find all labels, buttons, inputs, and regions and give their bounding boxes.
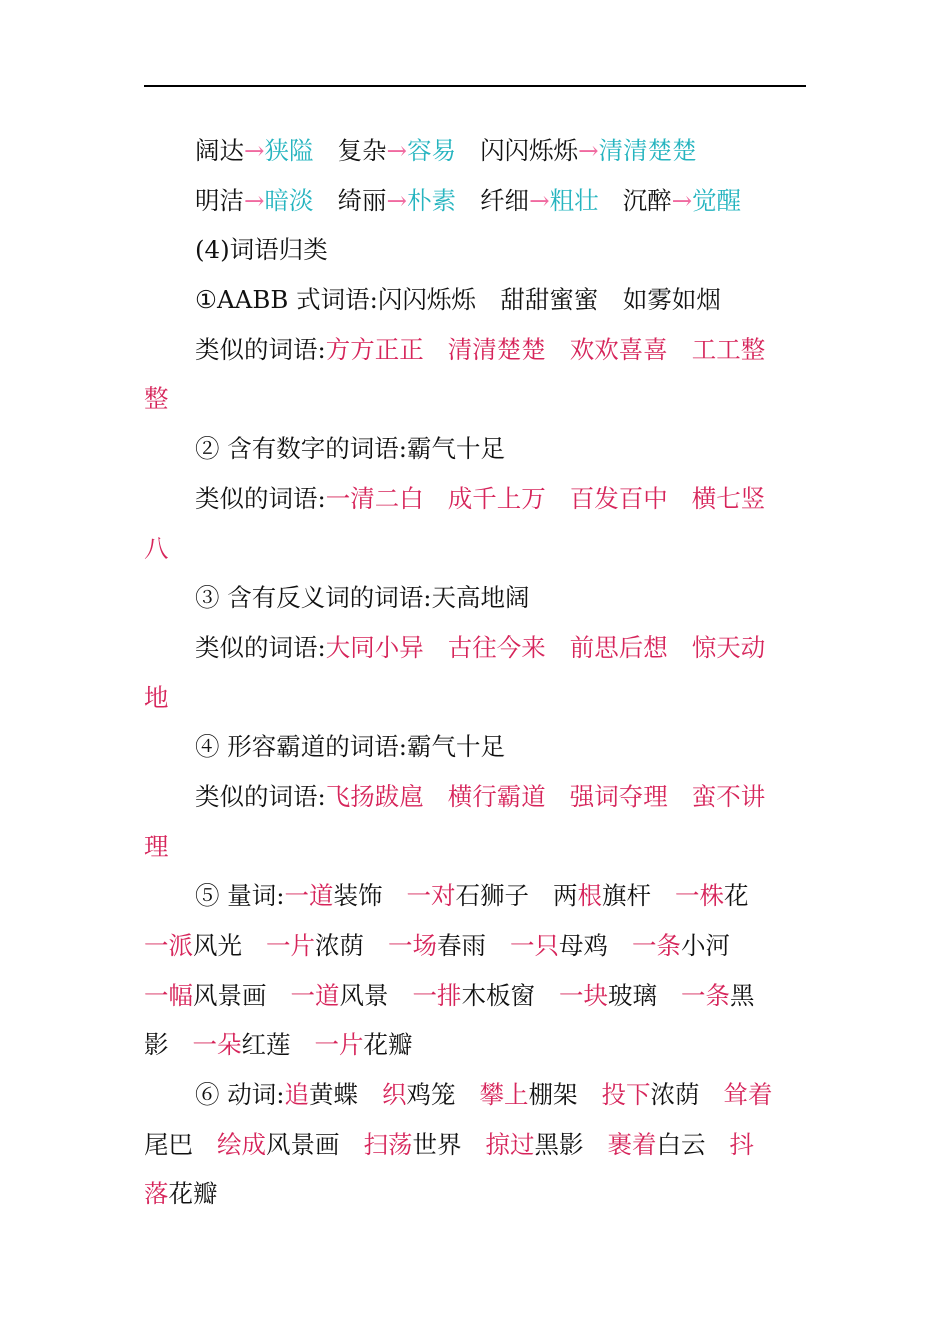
- word: 复杂: [337, 136, 387, 165]
- numeral: 一: [681, 980, 706, 1010]
- object: 世界: [412, 1129, 462, 1159]
- header-rule: [144, 85, 806, 87]
- numeral: 一: [266, 931, 291, 960]
- example-word: 成千上万: [447, 483, 546, 513]
- numeral: 一: [406, 881, 432, 911]
- object: 白云: [656, 1129, 706, 1159]
- example-word-continued: 地: [144, 682, 169, 712]
- measure-word: 条: [705, 980, 730, 1010]
- word: 绮丽: [337, 185, 387, 215]
- numeral: 一: [192, 1030, 217, 1060]
- numeral: 两: [553, 881, 578, 911]
- numeral: 一: [510, 931, 535, 960]
- example-word: 飞扬跋扈: [325, 781, 424, 811]
- measure-words-line-3: [144, 971, 806, 1021]
- verb: 裹着: [607, 1129, 657, 1159]
- example-word: 方方正正: [325, 334, 424, 364]
- section-heading: (4)词语归类: [195, 235, 328, 265]
- section-1-examples: [144, 325, 806, 375]
- measure-word: 幅: [168, 980, 193, 1010]
- example-word: 横行霸道: [447, 781, 546, 811]
- noun: 花: [724, 881, 749, 911]
- verbs-line-2: [144, 1120, 806, 1170]
- object: 花瓣: [168, 1179, 218, 1209]
- word: 阔达: [195, 136, 244, 165]
- arrow-icon: →: [671, 185, 693, 215]
- verb: 掠过: [485, 1129, 535, 1159]
- measure-words-line-4: [144, 1020, 806, 1070]
- verbs-line-3: [144, 1169, 806, 1219]
- verb: 织: [382, 1080, 407, 1110]
- section-2-examples: [144, 474, 806, 524]
- example-word: 前思后想: [569, 632, 668, 662]
- example-word: 古往今来: [447, 632, 546, 662]
- arrow-icon: →: [386, 185, 408, 215]
- section-2-title: ② 含有数字的词语:霸气十足: [195, 434, 506, 464]
- example-word: 强词夺理: [569, 781, 668, 811]
- document-body: [144, 126, 806, 1219]
- numeral: 一: [144, 980, 169, 1010]
- measure-word: 块: [583, 980, 608, 1010]
- measure-word: 道: [315, 980, 340, 1010]
- measure-words-line-1: [144, 871, 806, 921]
- object: 棚架: [528, 1080, 578, 1110]
- example-word: 清清楚楚: [447, 334, 546, 364]
- example-word: 欢欢喜喜: [569, 334, 668, 364]
- verb: 投下: [601, 1080, 651, 1110]
- object: 鸡笼: [406, 1080, 456, 1110]
- noun: 影: [144, 1030, 169, 1060]
- examples-label: 类似的词语:: [195, 781, 326, 811]
- antonym-word: 清清楚楚: [598, 136, 697, 165]
- noun: 黑: [730, 980, 755, 1010]
- examples-label: 类似的词语:: [195, 483, 326, 513]
- arrow-icon: →: [244, 185, 265, 215]
- measure-word: 朵: [217, 1030, 242, 1060]
- example-word: 横七竖: [691, 483, 766, 513]
- numeral: 一: [412, 980, 437, 1010]
- noun: 浓荫: [315, 931, 364, 960]
- object: 风景画: [266, 1129, 340, 1159]
- verb: 追: [284, 1080, 310, 1110]
- example-word: 一清二白: [325, 483, 424, 513]
- numeral: 一: [559, 980, 584, 1010]
- verb: 耸着: [723, 1080, 773, 1110]
- antonym-word: 暗淡: [264, 185, 314, 215]
- numeral: 一: [144, 931, 169, 960]
- numeral: 一: [314, 1030, 339, 1060]
- antonym-word: 粗壮: [549, 185, 599, 215]
- numeral: 一: [675, 881, 700, 911]
- measure-word: 片: [339, 1030, 364, 1060]
- measure-word: 派: [168, 931, 193, 960]
- example-word: 蛮不讲: [691, 781, 766, 811]
- arrow-icon: →: [578, 136, 599, 165]
- section-4-wrap: [144, 822, 806, 872]
- noun: 红莲: [241, 1030, 291, 1060]
- numeral: 一: [290, 980, 315, 1010]
- object: 黄蝶: [309, 1080, 359, 1110]
- verb: 落: [144, 1179, 169, 1209]
- word: 明洁: [195, 185, 244, 215]
- section-3-title: ③ 含有反义词的词语:天高地阔: [195, 583, 530, 613]
- example-word-continued: 整: [144, 384, 169, 414]
- antonym-word: 狭隘: [264, 136, 314, 165]
- examples-label: 类似的词语:: [195, 334, 326, 364]
- word: 闪闪烁烁: [480, 136, 579, 165]
- section-1-title: ①AABB 式词语:闪闪烁烁 甜甜蜜蜜 如雾如烟: [195, 285, 721, 315]
- object: 浓荫: [650, 1080, 700, 1110]
- noun: 小河: [681, 931, 730, 960]
- measure-words-line-2: [144, 921, 806, 971]
- example-word: 惊天动: [691, 632, 766, 662]
- arrow-icon: →: [244, 136, 265, 165]
- word: 沉醉: [622, 185, 672, 215]
- noun: 旗杆: [602, 881, 652, 911]
- section-3-wrap: [144, 673, 806, 723]
- noun: 风景画: [193, 980, 267, 1010]
- arrow-icon: →: [529, 185, 550, 215]
- example-word: 百发百中: [569, 483, 668, 513]
- example-word: 大同小异: [325, 632, 424, 662]
- verbs-label: ⑥ 动词:: [195, 1080, 285, 1110]
- verb: 扫荡: [363, 1129, 413, 1159]
- measure-word: 条: [656, 931, 681, 960]
- antonym-line-2: [144, 176, 806, 226]
- noun: 风景: [339, 980, 389, 1010]
- measure-word: 道: [309, 881, 334, 911]
- noun: 春雨: [437, 931, 486, 960]
- example-word: 工工整: [691, 334, 766, 364]
- measure-word: 排: [437, 980, 462, 1010]
- noun: 石狮子: [455, 881, 530, 911]
- section-3-examples: [144, 623, 806, 673]
- antonym-word: 朴素: [407, 185, 457, 215]
- measure-word: 只: [534, 931, 559, 960]
- measure-words-label: ⑤ 量词:: [195, 881, 285, 911]
- section-4-title: ④ 形容霸道的词语:霸气十足: [195, 732, 506, 762]
- verb: 绘成: [217, 1129, 266, 1159]
- measure-word: 对: [431, 881, 456, 911]
- numeral: 一: [284, 881, 310, 911]
- example-word-continued: 理: [144, 831, 169, 861]
- numeral: 一: [632, 931, 657, 960]
- antonym-line-1: [144, 126, 806, 176]
- measure-word: 根: [577, 881, 603, 911]
- noun: 玻璃: [608, 980, 657, 1010]
- noun: 风光: [193, 931, 242, 960]
- verbs-line-1: [144, 1070, 806, 1120]
- antonym-word: 容易: [407, 136, 457, 165]
- antonym-word: 觉醒: [692, 185, 742, 215]
- examples-label: 类似的词语:: [195, 632, 326, 662]
- arrow-icon: →: [386, 136, 408, 165]
- example-word-continued: 八: [144, 533, 169, 563]
- verb: 攀上: [479, 1080, 529, 1110]
- noun: 花瓣: [363, 1030, 413, 1060]
- noun: 装饰: [333, 881, 383, 911]
- measure-word: 场: [412, 931, 437, 960]
- noun: 母鸡: [559, 931, 608, 960]
- measure-word: 株: [699, 881, 725, 911]
- section-1-wrap: [144, 374, 806, 424]
- section-2-wrap: [144, 524, 806, 574]
- section-4-examples: [144, 772, 806, 822]
- noun: 木板窗: [461, 980, 535, 1010]
- object: 尾巴: [144, 1129, 193, 1159]
- word: 纤细: [480, 185, 530, 215]
- measure-word: 片: [290, 931, 315, 960]
- verb: 抖: [729, 1129, 754, 1159]
- object: 黑影: [534, 1129, 584, 1159]
- numeral: 一: [388, 931, 413, 960]
